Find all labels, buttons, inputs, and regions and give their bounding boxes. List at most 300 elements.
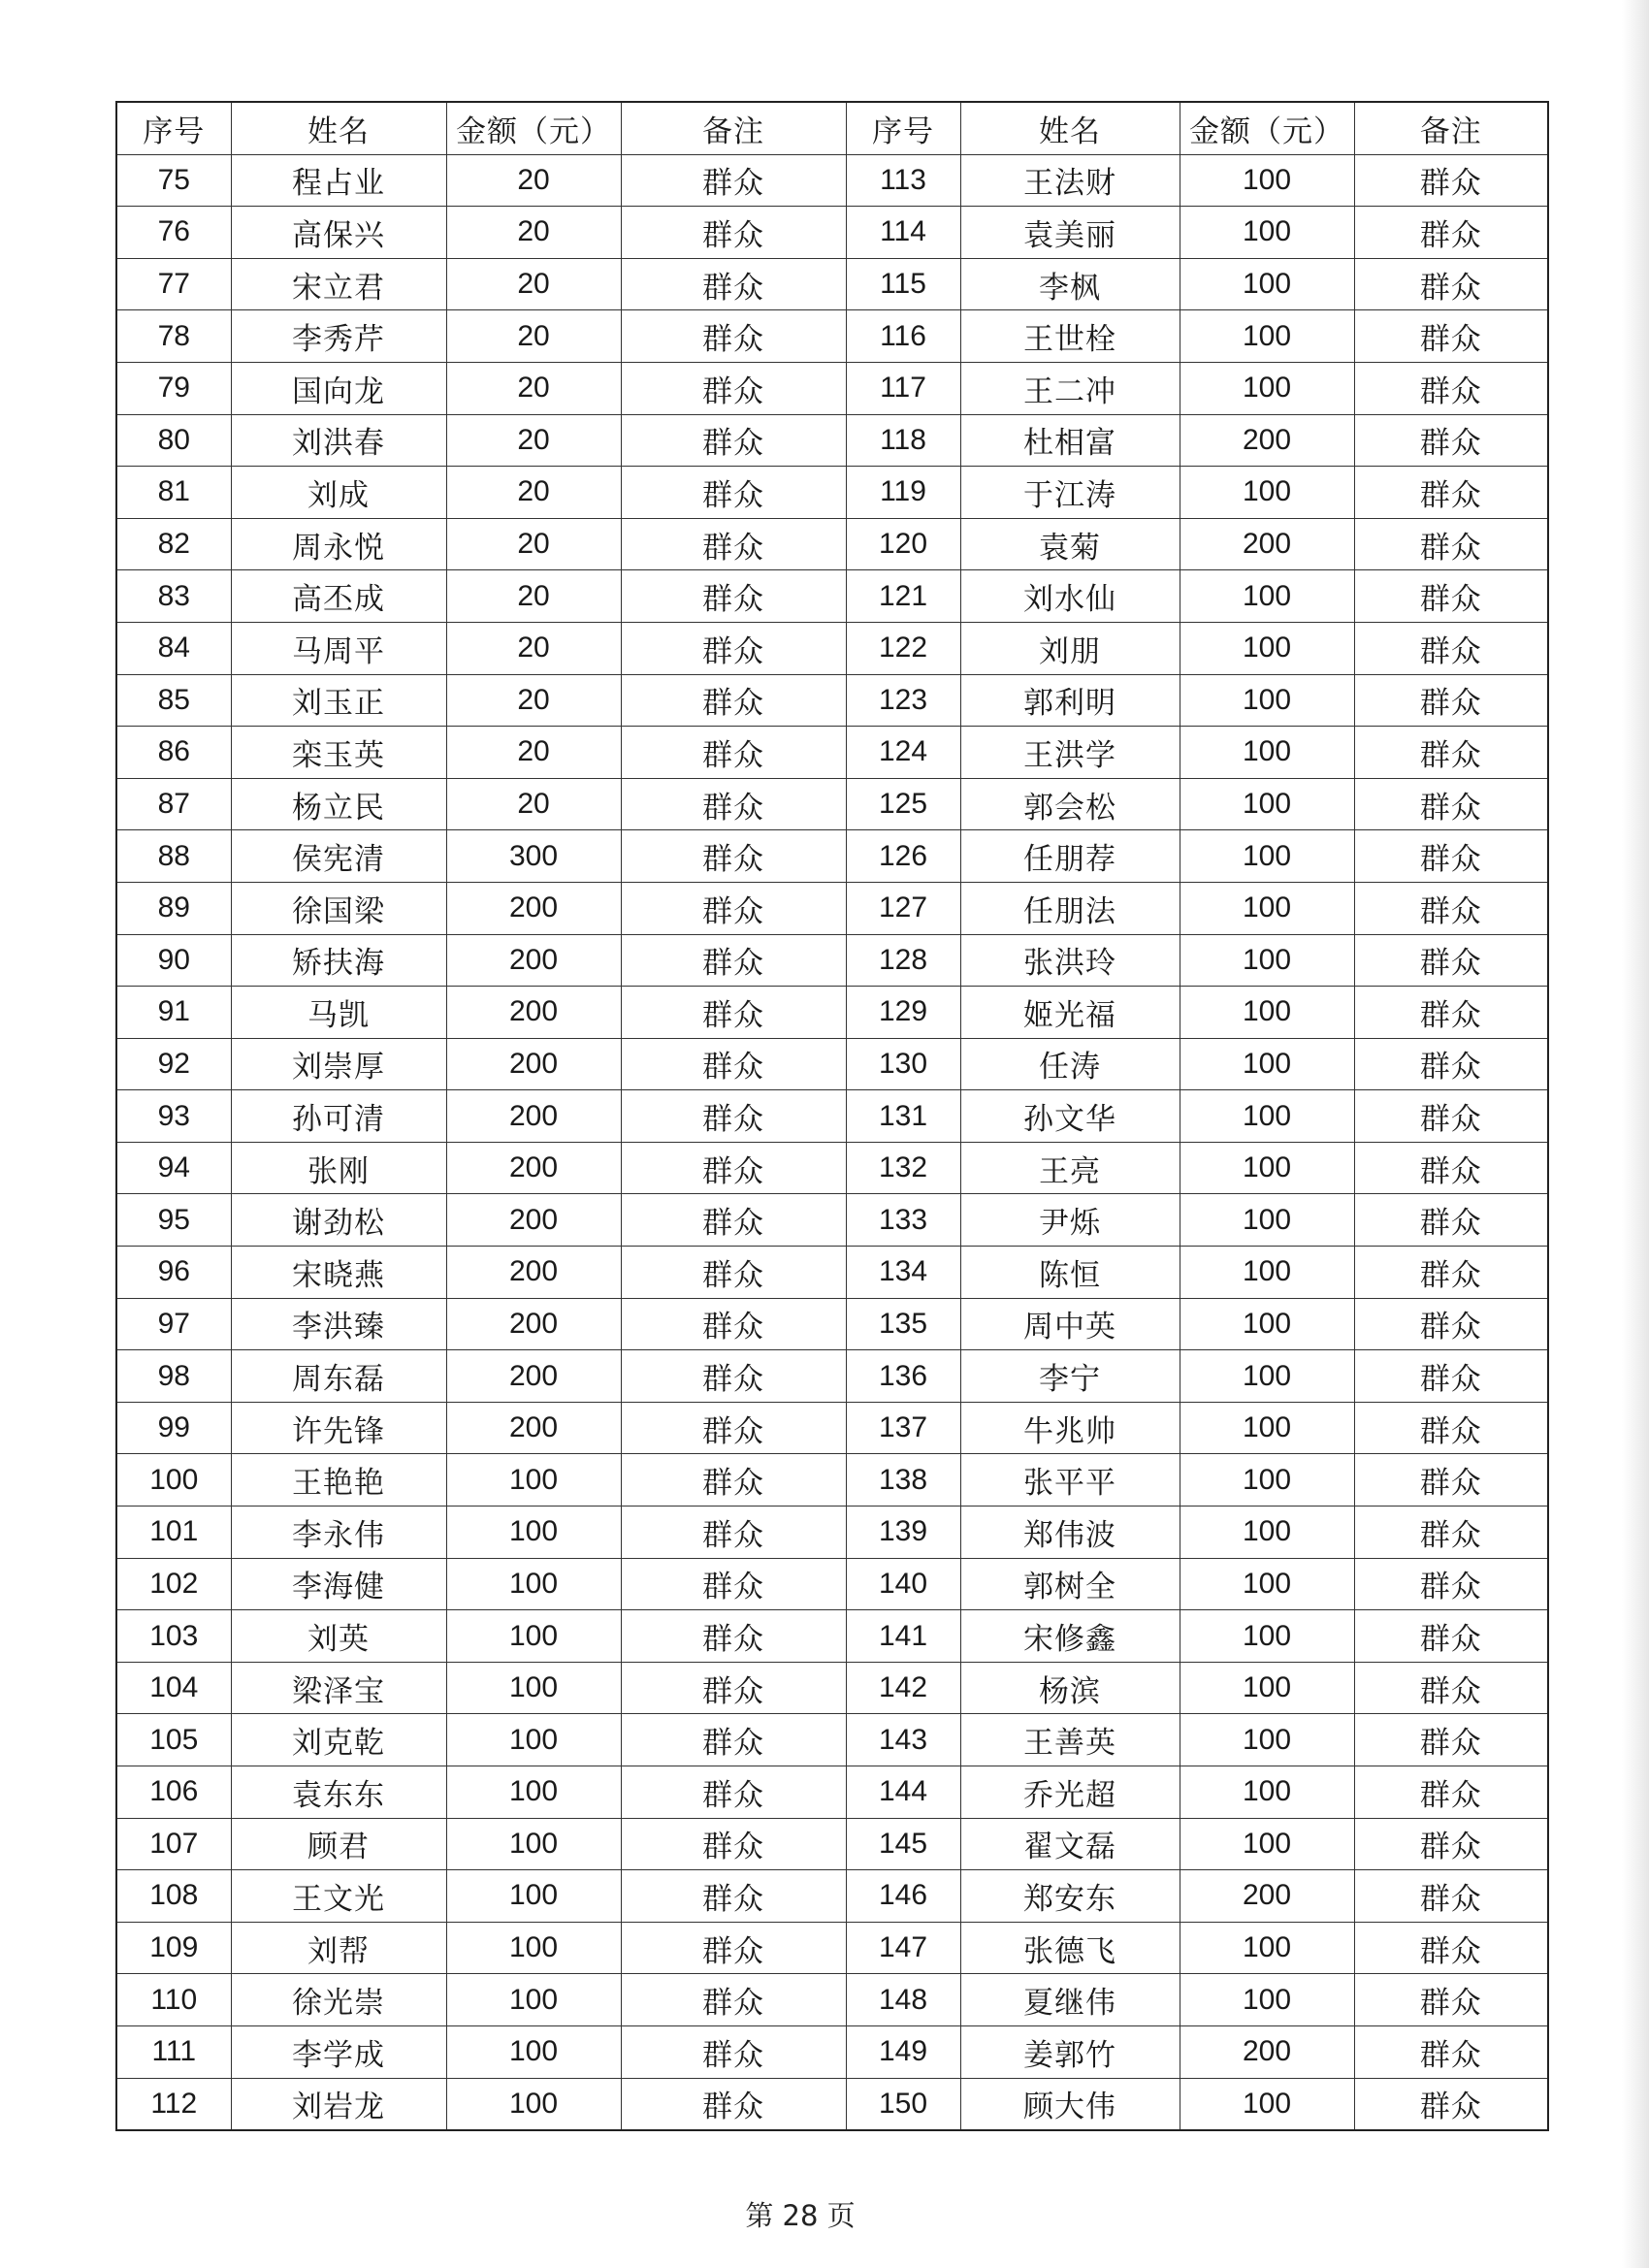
cell-note-left: 群众 <box>621 207 846 259</box>
cell-note-right: 群众 <box>1354 1922 1548 1974</box>
cell-amount-left: 100 <box>446 1714 621 1766</box>
cell-amount-left: 20 <box>446 207 621 259</box>
cell-index-left: 103 <box>116 1610 231 1663</box>
cell-index-left: 100 <box>116 1454 231 1507</box>
cell-note-left: 群众 <box>621 1610 846 1663</box>
cell-name-left: 刘成 <box>231 467 446 519</box>
cell-index-right: 120 <box>846 518 960 570</box>
table-row <box>116 1922 1548 1974</box>
cell-amount-right: 100 <box>1180 207 1354 259</box>
cell-index-left: 94 <box>116 1142 231 1194</box>
cell-name-left: 王文光 <box>231 1870 446 1923</box>
cell-amount-right: 100 <box>1180 154 1354 207</box>
cell-note-left: 群众 <box>621 414 846 467</box>
cell-index-right: 135 <box>846 1298 960 1350</box>
table-row <box>116 778 1548 830</box>
cell-note-left: 群众 <box>621 830 846 883</box>
cell-index-right: 128 <box>846 934 960 987</box>
cell-name-left: 徐国梁 <box>231 882 446 934</box>
cell-index-left: 89 <box>116 882 231 934</box>
cell-note-left: 群众 <box>621 154 846 207</box>
cell-name-left: 马周平 <box>231 622 446 674</box>
header-amount-left: 金额（元） <box>446 102 621 154</box>
cell-index-right: 147 <box>846 1922 960 1974</box>
cell-amount-left: 200 <box>446 1402 621 1454</box>
cell-amount-left: 20 <box>446 622 621 674</box>
cell-amount-right: 100 <box>1180 778 1354 830</box>
cell-name-left: 谢劲松 <box>231 1194 446 1247</box>
cell-note-right: 群众 <box>1354 1766 1548 1819</box>
cell-name-right: 杨滨 <box>960 1662 1180 1714</box>
cell-amount-right: 100 <box>1180 882 1354 934</box>
cell-index-left: 80 <box>116 414 231 467</box>
cell-index-left: 92 <box>116 1038 231 1090</box>
cell-name-right: 张德飞 <box>960 1922 1180 1974</box>
page-number: 第 28 页 <box>745 2199 856 2232</box>
cell-index-right: 138 <box>846 1454 960 1507</box>
cell-index-right: 129 <box>846 987 960 1039</box>
cell-note-right: 群众 <box>1354 1610 1548 1663</box>
cell-index-left: 85 <box>116 674 231 727</box>
table-row <box>116 1350 1548 1403</box>
cell-index-left: 79 <box>116 362 231 414</box>
cell-index-right: 132 <box>846 1142 960 1194</box>
cell-note-left: 群众 <box>621 934 846 987</box>
cell-name-right: 李枫 <box>960 258 1180 310</box>
cell-note-left: 群众 <box>621 1350 846 1403</box>
cell-index-right: 115 <box>846 258 960 310</box>
cell-index-left: 91 <box>116 987 231 1039</box>
cell-note-left: 群众 <box>621 518 846 570</box>
cell-index-right: 131 <box>846 1090 960 1143</box>
cell-name-right: 刘朋 <box>960 622 1180 674</box>
table-row <box>116 830 1548 883</box>
cell-name-right: 任朋荐 <box>960 830 1180 883</box>
cell-note-right: 群众 <box>1354 727 1548 779</box>
cell-note-left: 群众 <box>621 1818 846 1870</box>
cell-index-left: 99 <box>116 1402 231 1454</box>
cell-amount-right: 100 <box>1180 467 1354 519</box>
cell-index-right: 117 <box>846 362 960 414</box>
cell-name-right: 王亮 <box>960 1142 1180 1194</box>
cell-index-left: 87 <box>116 778 231 830</box>
cell-amount-left: 100 <box>446 1662 621 1714</box>
cell-note-right: 群众 <box>1354 882 1548 934</box>
cell-name-right: 夏继伟 <box>960 1974 1180 2026</box>
cell-amount-right: 100 <box>1180 1662 1354 1714</box>
cell-index-right: 137 <box>846 1402 960 1454</box>
cell-name-right: 牛兆帅 <box>960 1402 1180 1454</box>
cell-note-right: 群众 <box>1354 518 1548 570</box>
cell-index-left: 81 <box>116 467 231 519</box>
cell-name-right: 任朋法 <box>960 882 1180 934</box>
cell-amount-left: 20 <box>446 414 621 467</box>
cell-name-left: 许先锋 <box>231 1402 446 1454</box>
cell-note-left: 群众 <box>621 1714 846 1766</box>
cell-note-right: 群众 <box>1354 1714 1548 1766</box>
cell-name-right: 杜相富 <box>960 414 1180 467</box>
table-row <box>116 934 1548 987</box>
cell-note-left: 群众 <box>621 1507 846 1559</box>
cell-name-right: 姜郭竹 <box>960 2025 1180 2078</box>
cell-amount-right: 100 <box>1180 830 1354 883</box>
cell-note-left: 群众 <box>621 1247 846 1299</box>
cell-name-left: 杨立民 <box>231 778 446 830</box>
cell-index-left: 77 <box>116 258 231 310</box>
cell-amount-left: 200 <box>446 1090 621 1143</box>
cell-note-right: 群众 <box>1354 2025 1548 2078</box>
cell-amount-left: 200 <box>446 987 621 1039</box>
donation-table <box>115 101 1549 2131</box>
cell-index-right: 140 <box>846 1558 960 1610</box>
cell-amount-right: 100 <box>1180 362 1354 414</box>
cell-name-left: 李学成 <box>231 2025 446 2078</box>
cell-index-right: 136 <box>846 1350 960 1403</box>
cell-name-left: 王艳艳 <box>231 1454 446 1507</box>
cell-name-left: 宋晓燕 <box>231 1247 446 1299</box>
cell-index-right: 139 <box>846 1507 960 1559</box>
cell-note-right: 群众 <box>1354 570 1548 623</box>
cell-amount-right: 100 <box>1180 310 1354 363</box>
cell-name-right: 陈恒 <box>960 1247 1180 1299</box>
cell-amount-right: 100 <box>1180 258 1354 310</box>
cell-index-right: 125 <box>846 778 960 830</box>
cell-index-right: 126 <box>846 830 960 883</box>
table-row <box>116 1038 1548 1090</box>
cell-amount-left: 200 <box>446 1298 621 1350</box>
cell-index-left: 88 <box>116 830 231 883</box>
table-row <box>116 310 1548 363</box>
cell-note-right: 群众 <box>1354 1247 1548 1299</box>
cell-note-left: 群众 <box>621 1142 846 1194</box>
cell-note-right: 群众 <box>1354 154 1548 207</box>
cell-note-left: 群众 <box>621 1454 846 1507</box>
cell-index-left: 90 <box>116 934 231 987</box>
cell-index-left: 82 <box>116 518 231 570</box>
cell-amount-left: 100 <box>446 1870 621 1923</box>
cell-note-right: 群众 <box>1354 674 1548 727</box>
cell-amount-right: 100 <box>1180 1194 1354 1247</box>
cell-amount-left: 200 <box>446 934 621 987</box>
cell-note-right: 群众 <box>1354 1402 1548 1454</box>
cell-name-left: 周东磊 <box>231 1350 446 1403</box>
cell-name-right: 王法财 <box>960 154 1180 207</box>
cell-amount-right: 100 <box>1180 1558 1354 1610</box>
table-row <box>116 1507 1548 1559</box>
table-row <box>116 1662 1548 1714</box>
cell-amount-right: 100 <box>1180 1974 1354 2026</box>
cell-name-left: 刘玉正 <box>231 674 446 727</box>
cell-name-left: 马凯 <box>231 987 446 1039</box>
cell-note-right: 群众 <box>1354 310 1548 363</box>
cell-name-left: 矫扶海 <box>231 934 446 987</box>
table-row <box>116 1194 1548 1247</box>
cell-index-right: 142 <box>846 1662 960 1714</box>
cell-amount-right: 100 <box>1180 1766 1354 1819</box>
cell-note-right: 群众 <box>1354 830 1548 883</box>
cell-index-left: 110 <box>116 1974 231 2026</box>
cell-name-right: 郑伟波 <box>960 1507 1180 1559</box>
cell-name-left: 李海健 <box>231 1558 446 1610</box>
cell-note-left: 群众 <box>621 1974 846 2026</box>
cell-amount-right: 100 <box>1180 570 1354 623</box>
cell-amount-right: 100 <box>1180 1454 1354 1507</box>
cell-name-left: 梁泽宝 <box>231 1662 446 1714</box>
cell-note-left: 群众 <box>621 622 846 674</box>
cell-amount-left: 100 <box>446 1766 621 1819</box>
cell-note-right: 群众 <box>1354 622 1548 674</box>
cell-index-left: 108 <box>116 1870 231 1923</box>
table-row <box>116 570 1548 623</box>
cell-name-left: 李洪臻 <box>231 1298 446 1350</box>
cell-note-left: 群众 <box>621 1558 846 1610</box>
cell-name-right: 尹烁 <box>960 1194 1180 1247</box>
cell-amount-left: 20 <box>446 467 621 519</box>
cell-amount-left: 100 <box>446 1610 621 1663</box>
cell-name-left: 刘帮 <box>231 1922 446 1974</box>
cell-index-left: 112 <box>116 2078 231 2130</box>
cell-amount-left: 20 <box>446 674 621 727</box>
cell-index-left: 83 <box>116 570 231 623</box>
cell-name-right: 顾大伟 <box>960 2078 1180 2130</box>
cell-note-right: 群众 <box>1354 258 1548 310</box>
cell-note-left: 群众 <box>621 258 846 310</box>
cell-note-right: 群众 <box>1354 467 1548 519</box>
cell-amount-left: 100 <box>446 1922 621 1974</box>
table-row <box>116 1818 1548 1870</box>
cell-note-right: 群众 <box>1354 1507 1548 1559</box>
cell-name-left: 高保兴 <box>231 207 446 259</box>
cell-name-left: 高丕成 <box>231 570 446 623</box>
cell-name-right: 张平平 <box>960 1454 1180 1507</box>
header-index-left: 序号 <box>116 102 231 154</box>
cell-amount-right: 100 <box>1180 622 1354 674</box>
cell-note-left: 群众 <box>621 727 846 779</box>
cell-name-right: 周中英 <box>960 1298 1180 1350</box>
cell-note-right: 群众 <box>1354 1142 1548 1194</box>
cell-index-right: 150 <box>846 2078 960 2130</box>
cell-amount-left: 100 <box>446 1558 621 1610</box>
cell-note-right: 群众 <box>1354 1350 1548 1403</box>
cell-note-left: 群众 <box>621 1402 846 1454</box>
cell-note-left: 群众 <box>621 1194 846 1247</box>
cell-amount-left: 300 <box>446 830 621 883</box>
cell-note-right: 群众 <box>1354 362 1548 414</box>
cell-amount-left: 200 <box>446 1247 621 1299</box>
cell-index-left: 107 <box>116 1818 231 1870</box>
cell-name-left: 顾君 <box>231 1818 446 1870</box>
cell-amount-right: 200 <box>1180 518 1354 570</box>
cell-amount-left: 200 <box>446 1038 621 1090</box>
cell-amount-right: 100 <box>1180 727 1354 779</box>
cell-name-left: 李秀芹 <box>231 310 446 363</box>
cell-name-right: 王善英 <box>960 1714 1180 1766</box>
cell-name-left: 程占业 <box>231 154 446 207</box>
table-row <box>116 1247 1548 1299</box>
cell-index-left: 104 <box>116 1662 231 1714</box>
cell-note-left: 群众 <box>621 1662 846 1714</box>
cell-amount-left: 20 <box>446 778 621 830</box>
cell-amount-left: 200 <box>446 1350 621 1403</box>
cell-index-left: 101 <box>116 1507 231 1559</box>
cell-amount-right: 100 <box>1180 1298 1354 1350</box>
cell-index-right: 130 <box>846 1038 960 1090</box>
table-row <box>116 1298 1548 1350</box>
cell-name-left: 栾玉英 <box>231 727 446 779</box>
table-row <box>116 1870 1548 1923</box>
cell-amount-right: 100 <box>1180 1247 1354 1299</box>
cell-name-left: 刘克乾 <box>231 1714 446 1766</box>
cell-amount-right: 100 <box>1180 1142 1354 1194</box>
cell-index-right: 116 <box>846 310 960 363</box>
cell-index-left: 105 <box>116 1714 231 1766</box>
cell-index-right: 144 <box>846 1766 960 1819</box>
cell-name-left: 孙可清 <box>231 1090 446 1143</box>
cell-index-left: 109 <box>116 1922 231 1974</box>
cell-index-right: 149 <box>846 2025 960 2078</box>
cell-name-right: 任涛 <box>960 1038 1180 1090</box>
cell-index-left: 84 <box>116 622 231 674</box>
cell-note-right: 群众 <box>1354 778 1548 830</box>
cell-name-right: 王洪学 <box>960 727 1180 779</box>
table-row <box>116 1610 1548 1663</box>
cell-index-left: 78 <box>116 310 231 363</box>
cell-name-left: 刘岩龙 <box>231 2078 446 2130</box>
cell-name-left: 刘英 <box>231 1610 446 1663</box>
cell-index-left: 93 <box>116 1090 231 1143</box>
cell-name-left: 袁东东 <box>231 1766 446 1819</box>
cell-index-right: 121 <box>846 570 960 623</box>
cell-note-left: 群众 <box>621 310 846 363</box>
cell-index-left: 106 <box>116 1766 231 1819</box>
header-note-right: 备注 <box>1354 102 1548 154</box>
cell-note-right: 群众 <box>1354 1090 1548 1143</box>
cell-name-right: 袁美丽 <box>960 207 1180 259</box>
cell-name-right: 郭会松 <box>960 778 1180 830</box>
cell-note-right: 群众 <box>1354 1298 1548 1350</box>
table-row <box>116 727 1548 779</box>
cell-note-right: 群众 <box>1354 1974 1548 2026</box>
cell-name-right: 翟文磊 <box>960 1818 1180 1870</box>
cell-index-left: 98 <box>116 1350 231 1403</box>
cell-note-left: 群众 <box>621 570 846 623</box>
table-body <box>116 154 1548 2130</box>
cell-index-right: 124 <box>846 727 960 779</box>
table-row <box>116 2025 1548 2078</box>
cell-amount-left: 20 <box>446 154 621 207</box>
table-row <box>116 1090 1548 1143</box>
cell-index-right: 134 <box>846 1247 960 1299</box>
cell-amount-left: 100 <box>446 2025 621 2078</box>
header-name-left: 姓名 <box>231 102 446 154</box>
cell-note-left: 群众 <box>621 1870 846 1923</box>
cell-name-right: 王二冲 <box>960 362 1180 414</box>
cell-name-left: 徐光崇 <box>231 1974 446 2026</box>
table-row <box>116 1402 1548 1454</box>
cell-note-left: 群众 <box>621 362 846 414</box>
cell-amount-right: 100 <box>1180 1610 1354 1663</box>
table-row <box>116 1454 1548 1507</box>
cell-name-left: 宋立君 <box>231 258 446 310</box>
cell-amount-right: 200 <box>1180 414 1354 467</box>
table-row <box>116 414 1548 467</box>
cell-amount-right: 200 <box>1180 2025 1354 2078</box>
cell-index-left: 111 <box>116 2025 231 2078</box>
cell-note-right: 群众 <box>1354 2078 1548 2130</box>
cell-note-right: 群众 <box>1354 1662 1548 1714</box>
cell-name-right: 乔光超 <box>960 1766 1180 1819</box>
cell-index-right: 143 <box>846 1714 960 1766</box>
cell-note-left: 群众 <box>621 1038 846 1090</box>
cell-amount-right: 100 <box>1180 1038 1354 1090</box>
cell-amount-right: 100 <box>1180 934 1354 987</box>
cell-amount-left: 100 <box>446 2078 621 2130</box>
table-row <box>116 258 1548 310</box>
cell-name-left: 张刚 <box>231 1142 446 1194</box>
cell-name-left: 国向龙 <box>231 362 446 414</box>
table-row <box>116 1766 1548 1819</box>
cell-note-right: 群众 <box>1354 1194 1548 1247</box>
cell-note-left: 群众 <box>621 778 846 830</box>
cell-note-left: 群众 <box>621 1922 846 1974</box>
header-name-right: 姓名 <box>960 102 1180 154</box>
table-row <box>116 1714 1548 1766</box>
cell-name-left: 李永伟 <box>231 1507 446 1559</box>
page-edge-shadow <box>1622 0 1649 2268</box>
table-row <box>116 518 1548 570</box>
cell-amount-left: 20 <box>446 518 621 570</box>
cell-note-right: 群众 <box>1354 934 1548 987</box>
table-row <box>116 154 1548 207</box>
cell-note-right: 群众 <box>1354 1454 1548 1507</box>
cell-note-left: 群众 <box>621 674 846 727</box>
cell-note-right: 群众 <box>1354 1870 1548 1923</box>
cell-index-right: 127 <box>846 882 960 934</box>
cell-name-right: 孙文华 <box>960 1090 1180 1143</box>
cell-index-left: 97 <box>116 1298 231 1350</box>
cell-name-left: 刘崇厚 <box>231 1038 446 1090</box>
cell-amount-left: 100 <box>446 1454 621 1507</box>
cell-name-left: 周永悦 <box>231 518 446 570</box>
cell-name-right: 袁菊 <box>960 518 1180 570</box>
cell-name-right: 刘水仙 <box>960 570 1180 623</box>
cell-name-right: 宋修鑫 <box>960 1610 1180 1663</box>
cell-index-left: 96 <box>116 1247 231 1299</box>
cell-name-left: 侯宪清 <box>231 830 446 883</box>
cell-note-left: 群众 <box>621 987 846 1039</box>
cell-amount-left: 100 <box>446 1818 621 1870</box>
table-row <box>116 674 1548 727</box>
cell-note-right: 群众 <box>1354 1818 1548 1870</box>
cell-index-right: 114 <box>846 207 960 259</box>
cell-name-right: 于江涛 <box>960 467 1180 519</box>
table-row <box>116 1974 1548 2026</box>
cell-amount-left: 200 <box>446 1194 621 1247</box>
cell-amount-right: 100 <box>1180 1090 1354 1143</box>
cell-name-right: 姬光福 <box>960 987 1180 1039</box>
cell-note-right: 群众 <box>1354 1038 1548 1090</box>
cell-index-left: 86 <box>116 727 231 779</box>
cell-note-right: 群众 <box>1354 207 1548 259</box>
cell-index-left: 76 <box>116 207 231 259</box>
cell-index-right: 146 <box>846 1870 960 1923</box>
cell-name-right: 郭利明 <box>960 674 1180 727</box>
header-index-right: 序号 <box>846 102 960 154</box>
cell-amount-left: 20 <box>446 570 621 623</box>
table-row <box>116 2078 1548 2130</box>
cell-amount-right: 100 <box>1180 987 1354 1039</box>
cell-index-left: 95 <box>116 1194 231 1247</box>
